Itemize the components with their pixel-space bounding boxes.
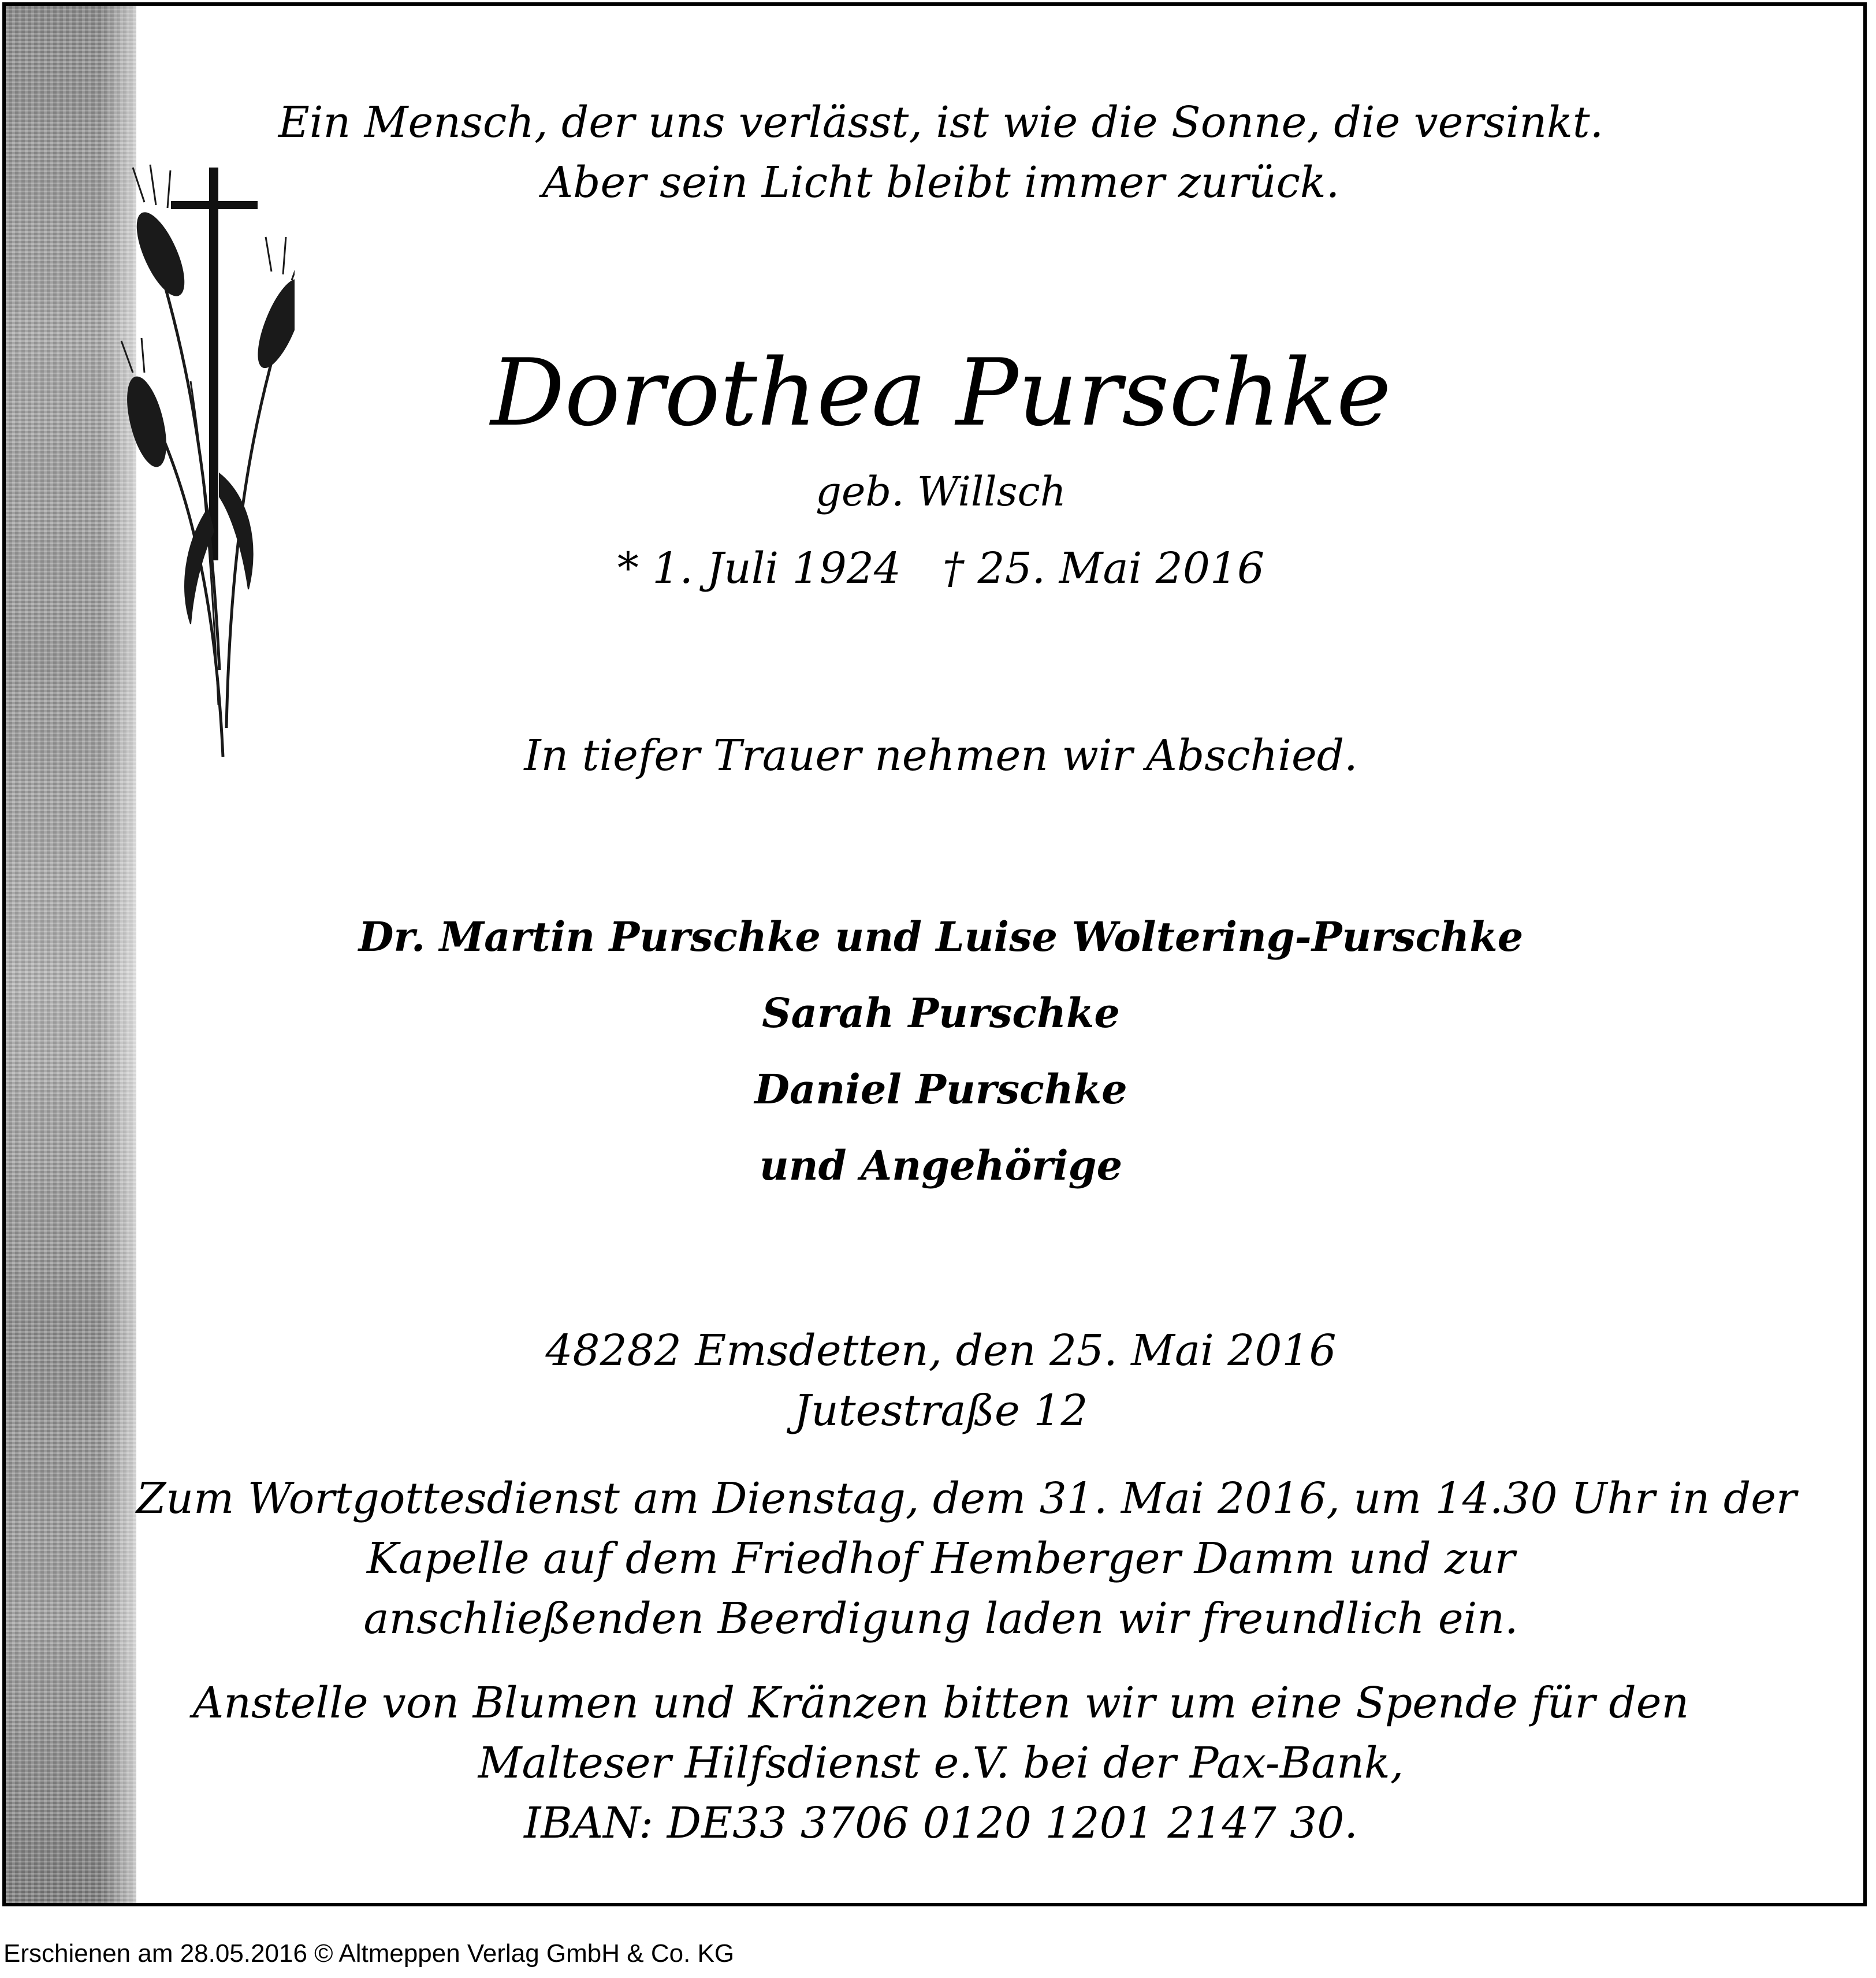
motto: [136, 92, 1745, 213]
donation-info-line: Malteser Hilfsdienst e.V. bei der Pax-Bank,: [478, 1738, 1404, 1788]
family-member: Sarah Purschke: [762, 989, 1120, 1037]
deceased-name: Dorothea Purschke: [490, 339, 1391, 447]
cross-with-wheat-icon: [75, 150, 295, 763]
service-info: [136, 1468, 1797, 1649]
life-dates: [136, 541, 1745, 596]
place-date: 48282 Emsdetten, den 25. Mai 2016: [545, 1326, 1337, 1375]
street-address: Jutestraße 12: [794, 1386, 1088, 1436]
service-info-line: Zum Wortgottesdienst am Dienstag, dem 31. Mai 2016, um 14.30 Uhr in der: [136, 1474, 1797, 1523]
motto-line-2: Aber sein Licht bleibt immer zurück.: [542, 158, 1340, 207]
donation-info-line: IBAN: DE33 3706 0120 1201 2147 30.: [524, 1798, 1358, 1848]
family-member: und Angehörige: [759, 1142, 1123, 1189]
wheat-ears-icon: [120, 165, 295, 757]
publication-footer: Erschienen am 28.05.2016 © Altmeppen Verlag GmbH & Co. KG: [3, 1939, 735, 1968]
maiden-name: geb. Willsch: [816, 468, 1066, 515]
address-block: [136, 1321, 1745, 1441]
motto-line-1: Ein Mensch, der uns verlässt, ist wie die Sonne, die versinkt.: [278, 98, 1604, 147]
family-member: Dr. Martin Purschke und Luise Woltering-Purschke: [358, 913, 1524, 961]
service-info-line: Kapelle auf dem Friedhof Hemberger Damm und zur: [366, 1534, 1516, 1583]
mourning-line: In tiefer Trauer nehmen wir Abschied.: [524, 731, 1358, 780]
donation-info: [136, 1673, 1745, 1853]
service-info-line: anschließenden Beerdigung laden wir freundlich ein.: [363, 1594, 1518, 1644]
birth-date: * 1. Juli 1924: [617, 544, 901, 593]
family-member: Daniel Purschke: [754, 1065, 1127, 1113]
obituary-notice: [2, 2, 1867, 1906]
death-date: † 25. Mai 2016: [943, 544, 1265, 593]
donation-info-line: Anstelle von Blumen und Kränzen bitten wir um eine Spende für den: [192, 1678, 1689, 1728]
